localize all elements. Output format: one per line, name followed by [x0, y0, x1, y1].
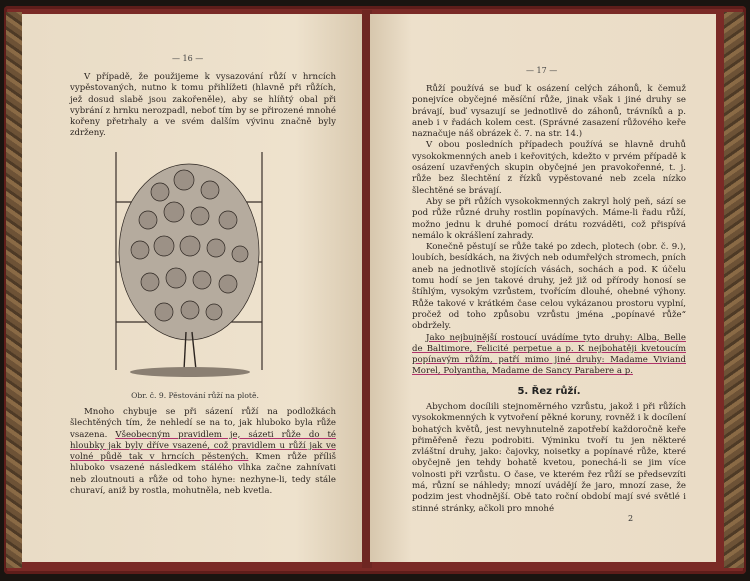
marbled-edge-left: [6, 12, 22, 568]
page-number-left: — 16 —: [172, 54, 204, 63]
right-page: [370, 14, 716, 562]
rose-fence-illustration: [102, 142, 282, 382]
paragraph-druhy: Jako nejbujnější rostoucí uvádíme tyto druhy: Alba, Belle de Baltimore, Felicité perpetue a p. K nejbohatěji kvetoucím popínavým růžím, patří mimo jiné druhy: Madame Viviand Morel, Polyantha, Madame de Sancy Parabere a p.: [412, 332, 686, 377]
right-bottom-text: [412, 402, 686, 515]
marbled-edge-right: [724, 12, 744, 568]
signature-mark: 2: [628, 514, 634, 523]
sentence-pravidlo: Všeobecným pravidlem je, sázeti růže do té hloubky jak byly dříve vsazené, což pravidlem u růží jak ve volné půdě tak v hrncích pěstených.: [70, 429, 336, 463]
right-page-text: [412, 84, 686, 378]
sentence-kmen-ruze: Kmen růže příliš hluboko vsazené následkem stálého vlhka začne zahnívati neb zloutnouti a růže od toho hyne: nezhyne-li, tedy stále churaví, aniž by rostla, mohutněla, neb kvetla.: [70, 452, 336, 497]
paragraph-popinave-rostliny: Aby se při růžích vysokokmenných zakryl holý peň, sází se pod růže různé druhy rostlin popínavých. Máme-li řadu růží, možno jednu k druhé pomocí drátu rozváděti, což přispívá nemálo k okrášlení zahrady.: [412, 196, 686, 241]
paragraph-zdi-ploty: Konečně pěstují se růže také po zdech, plotech (obr. č. 9.), loubích, besídkách, na živých neb odumřelých stromech, pních aneb na jednotlivě stojících vásách, sochách a pod. K účelu tomu hodí se jen takové druhy, jež již od přírody honosí se štíhlým, vysokým vzrůstem, tvořícím dlouhé, ohebné výhony. Růže takové v krátkém čase celou vykázanou prostoru vyplní, pročež od toho způsobu vzrůstu jména „popínavé růže“ obdržely.: [412, 242, 686, 332]
left-bottom-text: [70, 407, 336, 497]
paragraph-vysokokmenne: V obou posledních případech používá se hlavně druhů vysokokmenných aneb i keřovitých, kdežto v prvém případě k osázení uzavřených skupin obyčejné jen pravokořenné, t. j. růže bez šlechtění z řízků vypěstované neb zcela nízko šlechtěné se brávají.: [412, 140, 686, 196]
left-top-paragraph: [70, 72, 336, 140]
section-heading: 5. Řez růží.: [517, 386, 581, 397]
paragraph-hrnce: V případě, že použijeme k vysazování růží v hrncích vypěstovaných, nutno k tomu přihlížeti (hlavně při růžích, jež dosud slabě jsou zakořeněle), aby se hlíňtý obal při vybrání z hrnku nerozpadl, neboť tím by se přirozené mnohé kořeny přetrhaly a ve svém dalším vývinu značně byly zdrženy.: [70, 72, 336, 139]
left-page: [22, 14, 364, 562]
figure-caption: Obr. č. 9. Pěstování růží na plotě.: [131, 391, 259, 400]
page-number-right: — 17 —: [526, 66, 558, 75]
paragraph-zahony: Růží používá se buď k osázení celých záhonů, k čemuž ponejvíce obyčejné měsíční růže, jinak však i jiné druhy se brávají, buď vysazují se jednotlivě do záhonů, trávníků a p. aneb i v řadách kolem cest. (Správné zasazení růžového keře naznačuje náš obrázek č. 7. na str. 14.): [412, 84, 686, 140]
sentence-mnoho-chybuje: Mnoho chybuje se při sázení růží na podložkách šlechtěných tím, že nehledí se na to, jak hluboko byla růže vsazena.: [70, 407, 336, 440]
paragraph-rez: Abychom docílili stejnoměrného vzrůstu, jakož i při růžích vysokokmenných k vytvoření pěkné koruny, rovněž i k docílení bohatých květů, jest nevyhnutelně zapotřebí každoročně keře přiměřeně řezu podrobiti. Výminku tvoří tu jen některé zvláštní druhy, jako: čajovky, noisetky a popínavé růže, které obyčejně jen tehdy bohatě kvetou, ponechá-li se jim více volnosti při vzrůstu. O čase, ve kterém řez růží se předsevzíti má, různí se náhledy; mnozí uvádějí že jaro, mnozí zase, že podzim jest vhodnější. Obě tato roční období mají své světlé i stinné stránky, ačkoli pro mnohé: [412, 402, 686, 514]
